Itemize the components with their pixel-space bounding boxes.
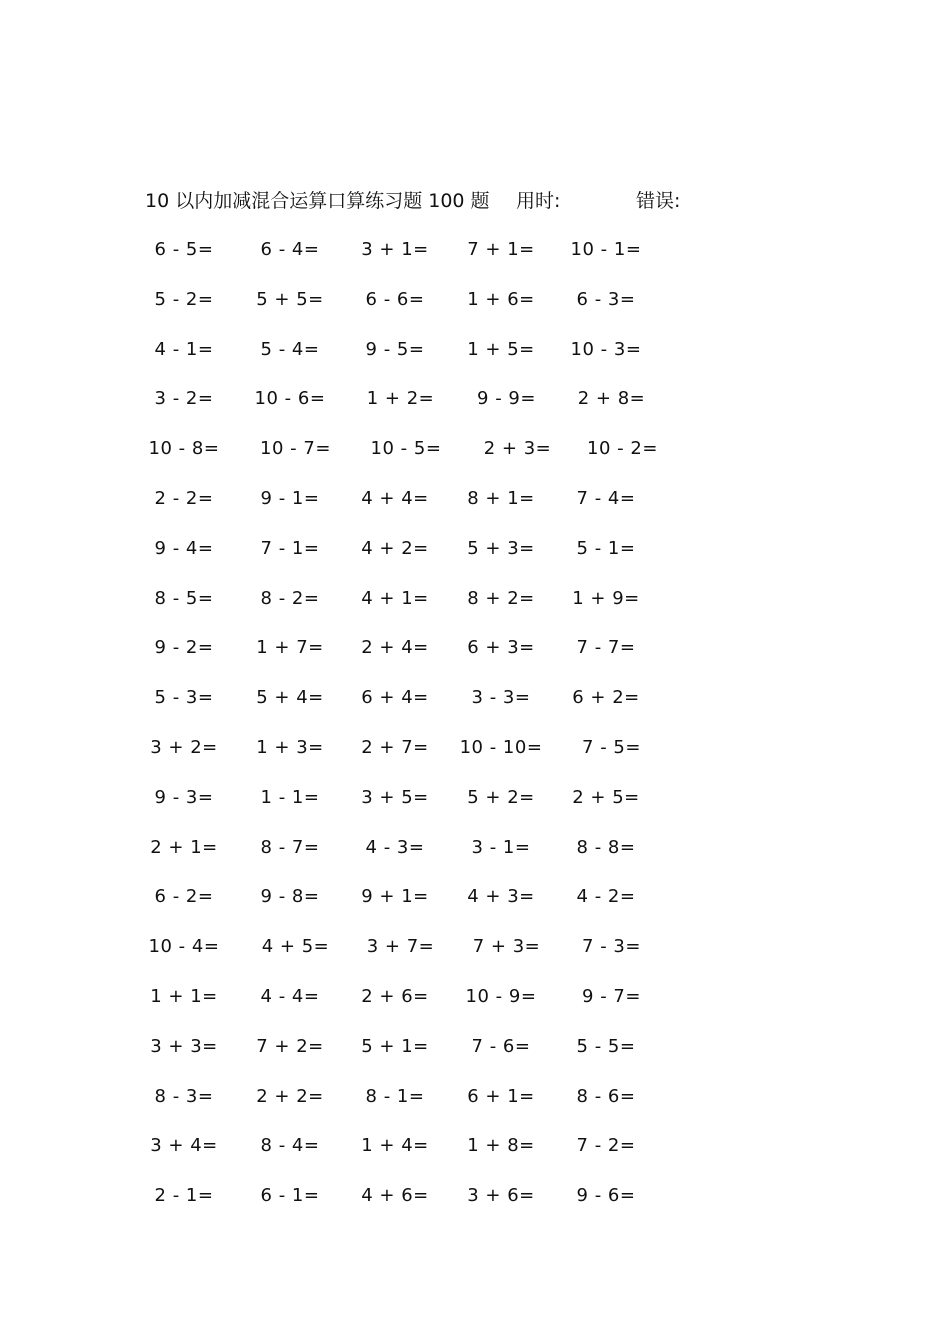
math-problem: 3 + 2= xyxy=(150,736,218,758)
math-problem: 3 + 4= xyxy=(150,1135,218,1157)
math-problem: 10 - 2= xyxy=(587,438,658,460)
problem-row xyxy=(0,834,950,884)
math-problem: 1 + 9= xyxy=(572,587,640,609)
math-problem: 6 + 1= xyxy=(467,1085,535,1107)
problem-row xyxy=(0,485,950,535)
problem-row xyxy=(0,983,950,1033)
math-problem: 4 + 6= xyxy=(361,1185,429,1207)
math-problem: 10 - 3= xyxy=(570,338,642,360)
math-problem: 9 - 6= xyxy=(576,1185,636,1207)
math-problem: 7 - 2= xyxy=(576,1135,636,1157)
math-problem: 1 + 4= xyxy=(361,1135,429,1157)
math-problem: 3 + 6= xyxy=(467,1185,535,1207)
math-problem: 8 - 6= xyxy=(576,1085,636,1107)
math-problem: 6 - 1= xyxy=(260,1185,320,1207)
math-problem: 4 + 5= xyxy=(261,936,330,958)
problem-row xyxy=(0,435,950,485)
math-problem: 10 - 10= xyxy=(459,736,543,758)
problem-row xyxy=(0,1132,950,1182)
worksheet-title: 10 以内加减混合运算口算练习题 100 题 xyxy=(145,190,490,212)
math-problem: 2 - 1= xyxy=(154,1185,214,1207)
math-problem: 8 - 8= xyxy=(576,836,636,858)
math-problem: 7 + 2= xyxy=(256,1035,324,1057)
math-problem: 7 + 3= xyxy=(472,936,541,958)
problem-row xyxy=(0,634,950,684)
math-problem: 6 - 2= xyxy=(154,886,214,908)
math-problem: 3 + 5= xyxy=(361,786,429,808)
problem-row xyxy=(0,385,950,435)
math-problem: 10 - 7= xyxy=(260,438,331,460)
math-problem: 5 + 3= xyxy=(467,537,535,559)
math-problem: 4 - 2= xyxy=(576,886,636,908)
math-problem: 9 - 9= xyxy=(477,388,536,410)
math-problem: 7 - 3= xyxy=(582,936,641,958)
problem-row xyxy=(0,286,950,336)
math-problem: 9 - 2= xyxy=(154,637,214,659)
problem-row xyxy=(0,933,950,983)
math-problem: 7 - 6= xyxy=(471,1035,531,1057)
math-problem: 4 - 1= xyxy=(154,338,214,360)
math-problem: 1 + 6= xyxy=(467,288,535,310)
problem-grid xyxy=(0,236,950,1232)
math-problem: 6 - 5= xyxy=(154,239,214,260)
math-problem: 6 + 4= xyxy=(361,687,429,709)
math-problem: 8 - 4= xyxy=(260,1135,320,1157)
math-problem: 8 - 7= xyxy=(260,836,320,858)
math-problem: 5 + 4= xyxy=(256,687,324,709)
problem-row xyxy=(0,684,950,734)
math-problem: 2 + 5= xyxy=(572,786,640,808)
math-problem: 4 - 4= xyxy=(260,985,320,1007)
math-problem: 1 + 2= xyxy=(366,388,435,410)
problem-row xyxy=(0,236,950,286)
problem-row xyxy=(0,883,950,933)
math-problem: 2 + 4= xyxy=(361,637,429,659)
math-problem: 9 - 1= xyxy=(260,487,320,509)
math-problem: 5 - 4= xyxy=(260,338,320,360)
math-problem: 3 + 7= xyxy=(366,936,435,958)
math-problem: 5 - 2= xyxy=(154,288,214,310)
math-problem: 10 - 6= xyxy=(254,388,326,410)
math-problem: 4 - 3= xyxy=(365,836,425,858)
problem-row xyxy=(0,535,950,585)
math-problem: 2 + 7= xyxy=(361,736,429,758)
math-problem: 2 + 1= xyxy=(150,836,218,858)
math-problem: 3 - 2= xyxy=(154,388,214,410)
math-problem: 3 - 1= xyxy=(471,836,531,858)
math-problem: 1 - 1= xyxy=(260,786,320,808)
problem-row xyxy=(0,1182,950,1232)
math-problem: 2 + 2= xyxy=(256,1085,324,1107)
math-problem: 7 - 5= xyxy=(582,736,641,758)
problem-row xyxy=(0,585,950,635)
problem-row xyxy=(0,336,950,386)
math-problem: 7 - 7= xyxy=(576,637,636,659)
math-problem: 3 + 3= xyxy=(150,1035,218,1057)
math-problem: 7 - 4= xyxy=(576,487,636,509)
math-problem: 5 - 1= xyxy=(576,537,636,559)
math-problem: 7 - 1= xyxy=(260,537,320,559)
math-problem: 8 - 2= xyxy=(260,587,320,609)
math-problem: 2 + 8= xyxy=(577,388,646,410)
math-problem: 10 - 1= xyxy=(570,239,642,260)
math-problem: 3 + 1= xyxy=(361,239,429,260)
math-problem: 2 + 6= xyxy=(361,985,429,1007)
math-problem: 10 - 5= xyxy=(370,438,442,460)
math-problem: 9 - 4= xyxy=(154,537,214,559)
math-problem: 2 + 3= xyxy=(483,438,552,460)
math-problem: 4 + 2= xyxy=(361,537,429,559)
math-problem: 9 - 7= xyxy=(582,985,641,1007)
errors-label: 错误: xyxy=(636,190,681,212)
math-problem: 9 - 3= xyxy=(154,786,214,808)
math-problem: 8 + 2= xyxy=(467,587,535,609)
math-problem: 9 - 8= xyxy=(260,886,320,908)
math-problem: 8 + 1= xyxy=(467,487,535,509)
math-problem: 4 + 4= xyxy=(361,487,429,509)
math-problem: 5 + 5= xyxy=(256,288,324,310)
math-problem: 6 - 4= xyxy=(260,239,320,260)
math-problem: 1 + 8= xyxy=(467,1135,535,1157)
math-problem: 1 + 3= xyxy=(256,736,324,758)
time-used-label: 用时: xyxy=(516,190,561,212)
problem-row xyxy=(0,784,950,834)
math-problem: 6 + 3= xyxy=(467,637,535,659)
math-problem: 7 + 1= xyxy=(467,239,535,260)
math-problem: 10 - 4= xyxy=(148,936,220,958)
problem-row xyxy=(0,1083,950,1133)
math-problem: 10 - 8= xyxy=(148,438,220,460)
math-problem: 8 - 1= xyxy=(365,1085,425,1107)
math-problem: 1 + 5= xyxy=(467,338,535,360)
math-problem: 5 + 1= xyxy=(361,1035,429,1057)
math-problem: 5 - 5= xyxy=(576,1035,636,1057)
math-problem: 5 - 3= xyxy=(154,687,214,709)
math-problem: 5 + 2= xyxy=(467,786,535,808)
math-problem: 8 - 3= xyxy=(154,1085,214,1107)
math-problem: 6 + 2= xyxy=(572,687,640,709)
problem-row xyxy=(0,734,950,784)
problem-row xyxy=(0,1033,950,1083)
math-problem: 1 + 7= xyxy=(256,637,324,659)
math-problem: 6 - 3= xyxy=(576,288,636,310)
math-problem: 10 - 9= xyxy=(465,985,537,1007)
math-problem: 3 - 3= xyxy=(471,687,531,709)
math-problem: 6 - 6= xyxy=(365,288,425,310)
math-problem: 2 - 2= xyxy=(154,487,214,509)
math-problem: 4 + 1= xyxy=(361,587,429,609)
math-problem: 1 + 1= xyxy=(150,985,218,1007)
math-problem: 9 + 1= xyxy=(361,886,429,908)
math-problem: 9 - 5= xyxy=(365,338,425,360)
math-problem: 4 + 3= xyxy=(467,886,535,908)
math-problem: 8 - 5= xyxy=(154,587,214,609)
